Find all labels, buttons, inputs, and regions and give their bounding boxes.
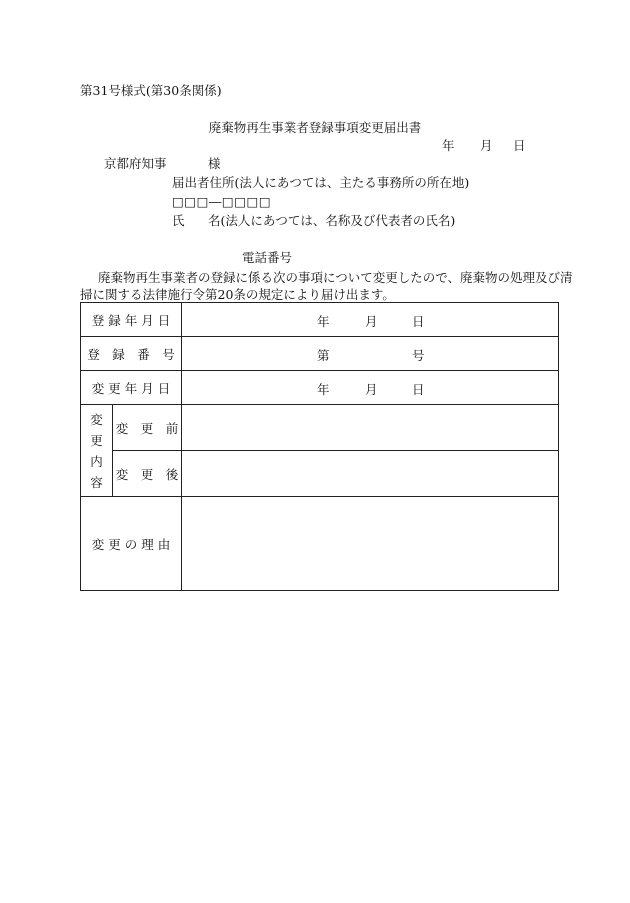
row-registration-date — [81, 303, 559, 337]
registration-number-label: 登 録 番 号 — [81, 337, 182, 371]
change-reason-label: 変 更 の 理 由 — [81, 497, 182, 591]
reg-month-label: 月 — [365, 314, 378, 329]
document-title: 廃棄物再生事業者登録事項変更届出書 — [208, 120, 422, 135]
applicant-address-label: 届出者住所(法人にあつては、主たる事務所の所在地) — [172, 175, 470, 190]
change-content-label — [81, 405, 113, 497]
number-prefix-label: 第 — [317, 348, 330, 363]
row-after-change — [81, 451, 559, 497]
before-change-field[interactable] — [182, 405, 559, 451]
applicant-name-label: 名(法人にあつては、名称及び代表者の氏名) — [208, 213, 456, 228]
body-text-line-2: 掃に関する法律施行令第20条の規定により届け出ます。 — [80, 287, 395, 302]
applicant-name-prefix: 氏 — [172, 213, 185, 228]
addressee-honorific: 様 — [208, 156, 221, 171]
change-content-char-1: 変 — [90, 411, 103, 427]
after-change-label: 変 更 後 — [113, 451, 182, 497]
reg-day-label: 日 — [412, 314, 425, 329]
chg-month-label: 月 — [365, 382, 378, 397]
change-date-field[interactable] — [182, 371, 559, 405]
chg-day-label: 日 — [412, 382, 425, 397]
before-change-label: 変 更 前 — [113, 405, 182, 451]
addressee-name: 京都府知事 — [104, 156, 167, 171]
registration-number-field[interactable] — [182, 337, 559, 371]
date-day-label: 日 — [513, 138, 526, 153]
form-number: 第31号様式(第30条関係) — [80, 83, 222, 98]
row-change-reason — [81, 497, 559, 591]
body-text-line-1: 廃棄物再生事業者の登録に係る次の事項について変更したので、廃棄物の処理及び清 — [98, 270, 573, 285]
registration-date-field[interactable] — [182, 303, 559, 337]
change-content-char-3: 内 — [90, 453, 103, 469]
change-date-label: 変 更 年 月 日 — [81, 371, 182, 405]
reg-year-label: 年 — [317, 314, 330, 329]
registration-date-label: 登 録 年 月 日 — [81, 303, 182, 337]
date-year-label: 年 — [442, 138, 455, 153]
change-reason-field[interactable] — [182, 497, 559, 591]
after-change-field[interactable] — [182, 451, 559, 497]
phone-label: 電話番号 — [242, 250, 293, 265]
postal-code-boxes: □□□―□□□□ — [172, 194, 272, 209]
row-change-date — [81, 371, 559, 405]
row-before-change — [81, 405, 559, 451]
change-content-char-2: 更 — [90, 432, 103, 448]
change-content-char-4: 容 — [90, 474, 103, 490]
number-suffix-label: 号 — [412, 348, 425, 363]
date-month-label: 月 — [480, 138, 493, 153]
row-registration-number — [81, 337, 559, 371]
chg-year-label: 年 — [317, 382, 330, 397]
change-form-table — [80, 302, 559, 591]
